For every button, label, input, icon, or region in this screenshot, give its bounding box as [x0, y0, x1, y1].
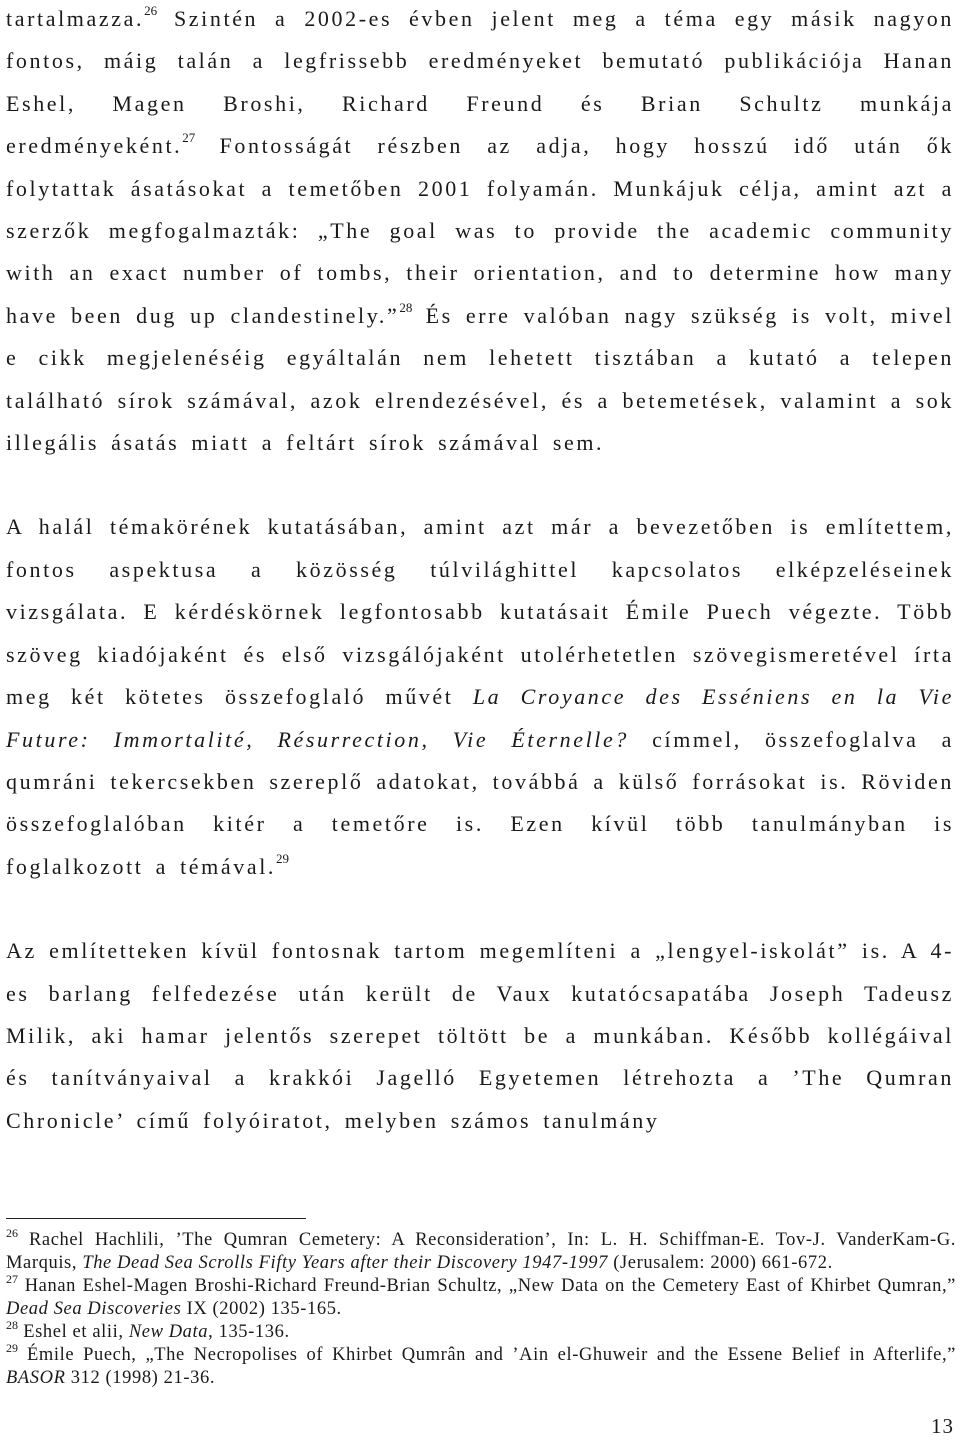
footnote-text: IX (2002) 135-165. — [181, 1299, 342, 1319]
footnote-number: 29 — [6, 1341, 18, 1355]
footnotes-section — [6, 1226, 956, 1390]
text-span: A halál témakörének kutatásában, amint azt már a bevezetőben is említettem, fontos aspektusa a közösség túlvilághittel kapcsolatos elképzeléseinek vizsgálata. E kérdéskörnek legfontosabb kutatásait Émile Puech végezte. Több szöveg kiadójaként és első vizsgálójaként utolérhetetlen szövegismeretével írta meg két kötetes összefoglaló művét — [6, 514, 954, 710]
footnote-title: Dead Sea Discoveries — [6, 1299, 182, 1319]
footnote-divider — [6, 1218, 306, 1219]
document-page — [6, 0, 954, 1142]
footnote-ref-27[interactable]: 27 — [182, 130, 196, 146]
body-paragraph — [6, 930, 954, 1142]
book-title: La Croyance des Esséniens en la Vie Future: Immortalité, Résurrection, Vie Éternelle? — [6, 684, 954, 752]
footnote-title: BASOR — [6, 1368, 66, 1388]
text-span: És erre valóban nagy szükség is volt, mivel e cikk megjelenéséig egyáltalán nem lehetett tisztában a kutató a telepen található sírok számával, azok elrendezésével, és a betemetések, valamint a sok illegális ásatás miatt a feltárt sírok számával sem. — [6, 302, 955, 456]
footnote-text: Eshel et alii, — [18, 1322, 129, 1342]
footnote-29 — [6, 1341, 956, 1390]
footnote-26 — [6, 1226, 956, 1275]
footnote-ref-29[interactable]: 29 — [276, 850, 289, 866]
footnote-text: , 135-136. — [208, 1322, 290, 1342]
footnote-number: 26 — [6, 1226, 18, 1240]
text-span: címmel, összefoglalva a qumráni tekercsekben szereplő adatokat, továbbá a külső forrásokat is. Röviden összefoglalóban kitér a temetőre is. Ezen kívül több tanulmányban is foglalkozott a témával. — [6, 726, 954, 879]
footnote-text: Hanan Eshel-Magen Broshi-Richard Freund-Brian Schultz, „New Data on the Cemetery East of Khirbet Qumran,” — [18, 1276, 956, 1296]
text-span: tartalmazza. — [6, 6, 145, 31]
footnote-27 — [6, 1272, 956, 1321]
footnote-text: (Jerusalem: 2000) 661-672. — [608, 1253, 833, 1273]
footnote-ref-28[interactable]: 28 — [399, 299, 413, 315]
text-span: Az említetteken kívül fontosnak tartom megemlíteni a „lengyel-iskolát” is. A 4-es barlang felfedezése után került de Vaux kutatócsapatába Joseph Tadeusz Milik, aki hamar jelentős szerepet töltött be a munkában. Később kollégáival és tanítványaival a krakkói Jagelló Egyetemen létrehozta a ’The Qumran Chronicle’ című folyóiratot, melyben számos tanulmány — [6, 938, 954, 1133]
footnote-number: 27 — [6, 1272, 18, 1286]
body-paragraph — [6, 506, 954, 888]
page-number: 13 — [931, 1414, 954, 1438]
body-paragraph — [6, 0, 954, 464]
footnote-text: 312 (1998) 21-36. — [65, 1368, 216, 1388]
footnote-28 — [6, 1318, 956, 1344]
footnote-number: 28 — [6, 1318, 18, 1332]
footnote-ref-26[interactable]: 26 — [144, 3, 158, 18]
text-span: Szintén a 2002-es évben jelent meg a téma egy másik nagyon fontos, máig talán a legfrissebb eredményeket bemutató publikációja Hanan Eshel, Magen Broshi, Richard Freund és Brian Schultz munkája eredményeként. — [6, 6, 954, 159]
footnote-text: Rachel Hachlili, ’The Qumran Cemetery: A Reconsideration’, In: L. H. Schiffman-E. Tov-J. VanderKam-G. Marquis, — [6, 1230, 956, 1273]
footnote-text: Émile Puech, „The Necropolises of Khirbet Qumrân and ’Ain el-Ghuweir and the Essene Belief in Afterlife,” — [18, 1345, 956, 1365]
footnote-title: The Dead Sea Scrolls Fifty Years after their Discovery 1947-1997 — [82, 1253, 608, 1273]
text-span: Fontosságát részben az adja, hogy hosszú idő után ők folytattak ásatásokat a temetőben 2001 folyamán. Munkájuk célja, amint azt a szerzők megfogalmazták: „The goal was to provide the academic community with an exact number of tombs, their orientation, and to determine how many have been dug up clandestinely.” — [6, 133, 954, 328]
footnote-title: New Data — [128, 1322, 209, 1342]
